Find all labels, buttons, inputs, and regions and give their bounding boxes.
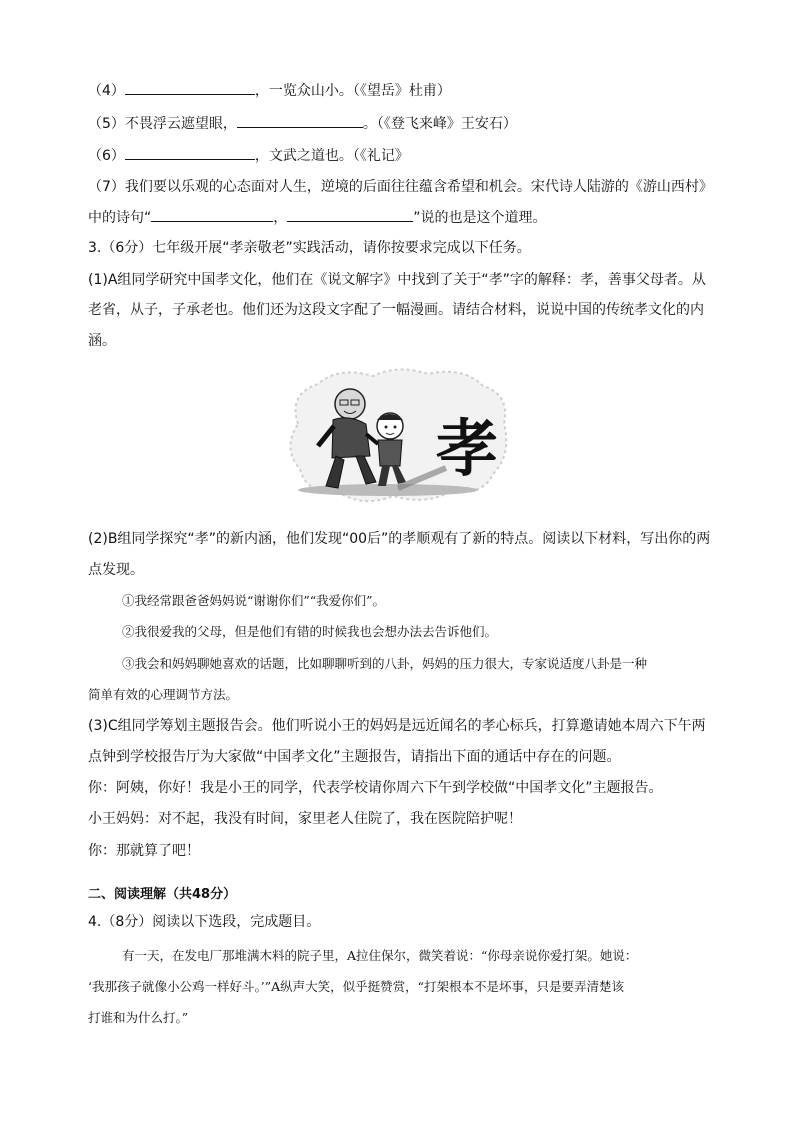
material-item: ③我会和妈妈聊她喜欢的话题，比如聊聊听到的八卦，妈妈的压力很大，专家说适度八卦是一种 <box>122 656 648 671</box>
task-b-line: 点发现。 <box>88 562 144 578</box>
task-c-line: 点钟到学校报告厅为大家做“中国孝文化”主题报告，请指出下面的通话中存在的问题。 <box>88 749 621 765</box>
material-item: 简单有效的心理调节方法。 <box>88 687 239 702</box>
passage-line: 打谁和为什么打。” <box>88 1010 189 1025</box>
question-4-title: 4.（8分）阅读以下选段，完成题目。 <box>88 914 321 930</box>
dialogue-line: 小王妈妈：对不起，我没有时间，家里老人住院了，我在医院陪护呢！ <box>88 811 522 827</box>
poem-text: ，一览众山小。（《望岳》杜甫） <box>254 83 451 99</box>
answer-blank[interactable] <box>237 113 363 128</box>
answer-blank[interactable] <box>151 207 273 222</box>
question-number: （4） <box>88 83 125 99</box>
poem-line-5 <box>88 113 517 134</box>
task-a-line: 涵。 <box>88 333 116 349</box>
poem-text: 中的诗句“ <box>88 210 152 226</box>
poem-line-7b <box>88 207 547 228</box>
poem-line-7a: （7）我们要以乐观的心态面对人生，逆境的后面往往蕴含希望和机会。宋代诗人陆游的《游山西村》 <box>88 179 713 195</box>
xiao-character: 孝 <box>436 412 499 485</box>
passage-line: 有一天，在发电厂那堆满木料的院子里，A拉住保尔，微笑着说：“你母亲说你爱打架。她说： <box>122 948 638 963</box>
section-title: 二、阅读理解（共48分） <box>88 887 237 902</box>
poem-text: ，文武之道也。（《礼记》 <box>254 148 409 164</box>
ground-shadow <box>298 484 478 496</box>
dialogue-line: 你：阿姨，你好！我是小王的同学，代表学校请你周六下午到学校做“中国孝文化”主题报告。 <box>88 780 663 796</box>
task-c-line: (3)C组同学筹划主题报告会。他们听说小王的妈妈是远近闻名的孝心标兵，打算邀请她本周六下午两 <box>88 718 706 734</box>
answer-blank[interactable] <box>125 145 255 160</box>
task-a-line: (1)A组同学研究中国孝文化，他们在《说文解字》中找到了关于“孝”字的解释：孝，善事父母者。从 <box>88 272 706 288</box>
answer-blank[interactable] <box>125 80 255 95</box>
poem-line-4 <box>88 80 451 101</box>
poem-line-6 <box>88 145 409 166</box>
dialogue-line: 你：那就算了吧！ <box>88 843 200 859</box>
answer-blank[interactable] <box>287 207 413 222</box>
material-item: ①我经常跟爸爸妈妈说“谢谢你们”“我爱你们”。 <box>122 593 386 608</box>
poem-text: ”说的也是这个道理。 <box>413 210 547 226</box>
question-number: （6） <box>88 148 125 164</box>
poem-text: ， <box>273 210 288 226</box>
poem-text: 。（《登飞来峰》王安石） <box>362 116 517 132</box>
material-item: ②我很爱我的父母，但是他们有错的时候我也会想办法去告诉他们。 <box>122 624 498 639</box>
task-a-line: 老省，从子，子承老也。他们还为这段文字配了一幅漫画。请结合材料，说说中国的传统孝文化的内 <box>88 302 704 318</box>
filial-piety-cartoon <box>278 364 512 512</box>
question-3-title: 3.（6分）七年级开展“孝亲敬老”实践活动，请你按要求完成以下任务。 <box>88 240 531 256</box>
passage-line: ‘我那孩子就像小公鸡一样好斗。’”A纵声大笑，似乎挺赞赏，“打架根本不是坏事，只是要弄清楚该 <box>88 979 625 994</box>
task-b-line: (2)B组同学探究“孝”的新内涵，他们发现“00后”的孝顺观有了新的特点。阅读以下材料，写出你的两 <box>88 531 711 547</box>
poem-text: （5）不畏浮云遮望眼， <box>88 116 237 132</box>
